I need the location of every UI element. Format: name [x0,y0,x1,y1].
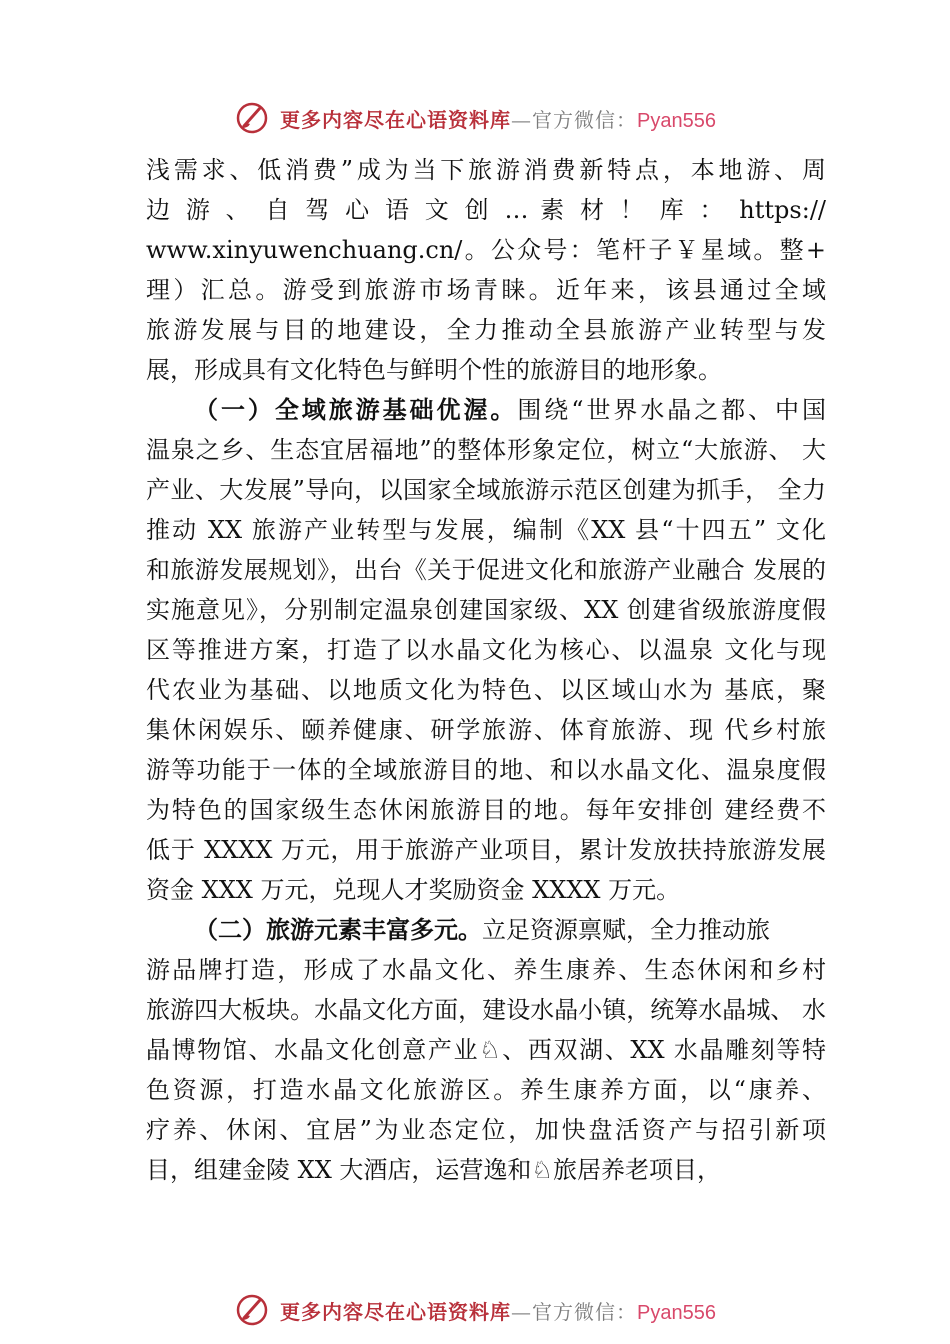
text-line: 实施意见》，分别制定温泉创建国家级、XX 创建省级旅游度假 [146,596,826,624]
text-line: 旅游发展与目的地建设，全力推动全县旅游产业转型与发 [146,316,826,344]
text-line: 理）汇总。游受到旅游市场青睐。近年来，该县通过全域 [146,276,826,304]
text-line: 浅需求、低消费”成为当下旅游消费新特点，本地游、周 [146,156,826,184]
brush-logo-icon [234,100,270,136]
text-line: www.xinyuwenchuang.cn/。公众号：笔杆子￥星域。整+ [146,236,826,264]
paragraph-3-last-line: 目，组建金陵 XX 大酒店，运营逸和♘旅居养老项目， [146,1156,721,1184]
text-line: 展，形成具有文化特色与鲜明个性的旅游目的地形象。 [146,356,722,384]
text-line: 为特色的国家级生态休闲旅游目的地。每年安排创 建经费不 [146,796,826,824]
section-heading-1: （一）全域旅游基础优渥。 [194,395,518,424]
watermark-banner-top [0,96,950,140]
paragraph-2 [146,430,826,870]
paragraph-3-first-line: （二）旅游元素丰富多元。立足资源禀赋，全力推动旅 [194,915,770,944]
text-line: 旅游四大板块。水晶文化方面，建设水晶小镇，统筹水晶城、 水 [146,996,826,1024]
text-line: 推动 XX 旅游产业转型与发展，编制《XX 县“十四五” 文化 [146,516,826,544]
brush-logo-icon [234,1292,270,1328]
text-line: 疗养、休闲、宜居”为业态定位，加快盘活资产与招引新项 [146,1116,826,1144]
text-line: 代农业为基础、以地质文化为特色、以区域山水为 基底，聚 [146,676,826,704]
document-body [146,150,826,1190]
text-line: 区等推进方案，打造了以水晶文化为核心、以温泉 文化与现 [146,636,826,664]
text-line: 温泉之乡、生态宜居福地”的整体形象定位，树立“大旅游、 大 [146,436,826,464]
text-line: 和旅游发展规划》，出台《关于促进文化和旅游产业融合 发展的 [146,556,826,584]
watermark-text: 更多内容尽在心语资料库—官方微信：Pyan556 [280,107,716,132]
watermark-banner-bottom [0,1288,950,1332]
text-line: 游品牌打造，形成了水晶文化、养生康养、生态休闲和乡村 [146,956,826,984]
text-line: 低于 XXXX 万元，用于旅游产业项目，累计发放扶持旅游发展 [146,836,826,864]
text-line: 晶博物馆、水晶文化创意产业♘、西双湖、XX 水晶雕刻等特 [146,1036,826,1064]
text-line: 边 游 、 自 驾 心 语 文 创 … 素 材 ！ 库 ： https:// [146,196,826,224]
text-line: 色资源，打造水晶文化旅游区。养生康养方面，以“康养、 [146,1076,826,1104]
text-line: 产业、大发展”导向，以国家全域旅游示范区创建为抓手， 全力 [146,476,826,504]
paragraph-2-first-line: （一）全域旅游基础优渥。围绕“世界水晶之都、中国 [194,395,826,424]
section-heading-2: （二）旅游元素丰富多元。 [194,915,482,944]
paragraph-2-last-line: 资金 XXX 万元，兑现人才奖励资金 XXXX 万元。 [146,876,681,904]
text-line: 游等功能于一体的全域旅游目的地、和以水晶文化、温泉度假 [146,756,826,784]
watermark-text: 更多内容尽在心语资料库—官方微信：Pyan556 [280,1299,716,1324]
paragraph-3 [146,950,826,1150]
paragraph-1 [146,150,826,390]
text-line: 集休闲娱乐、颐养健康、研学旅游、体育旅游、现 代乡村旅 [146,716,826,744]
